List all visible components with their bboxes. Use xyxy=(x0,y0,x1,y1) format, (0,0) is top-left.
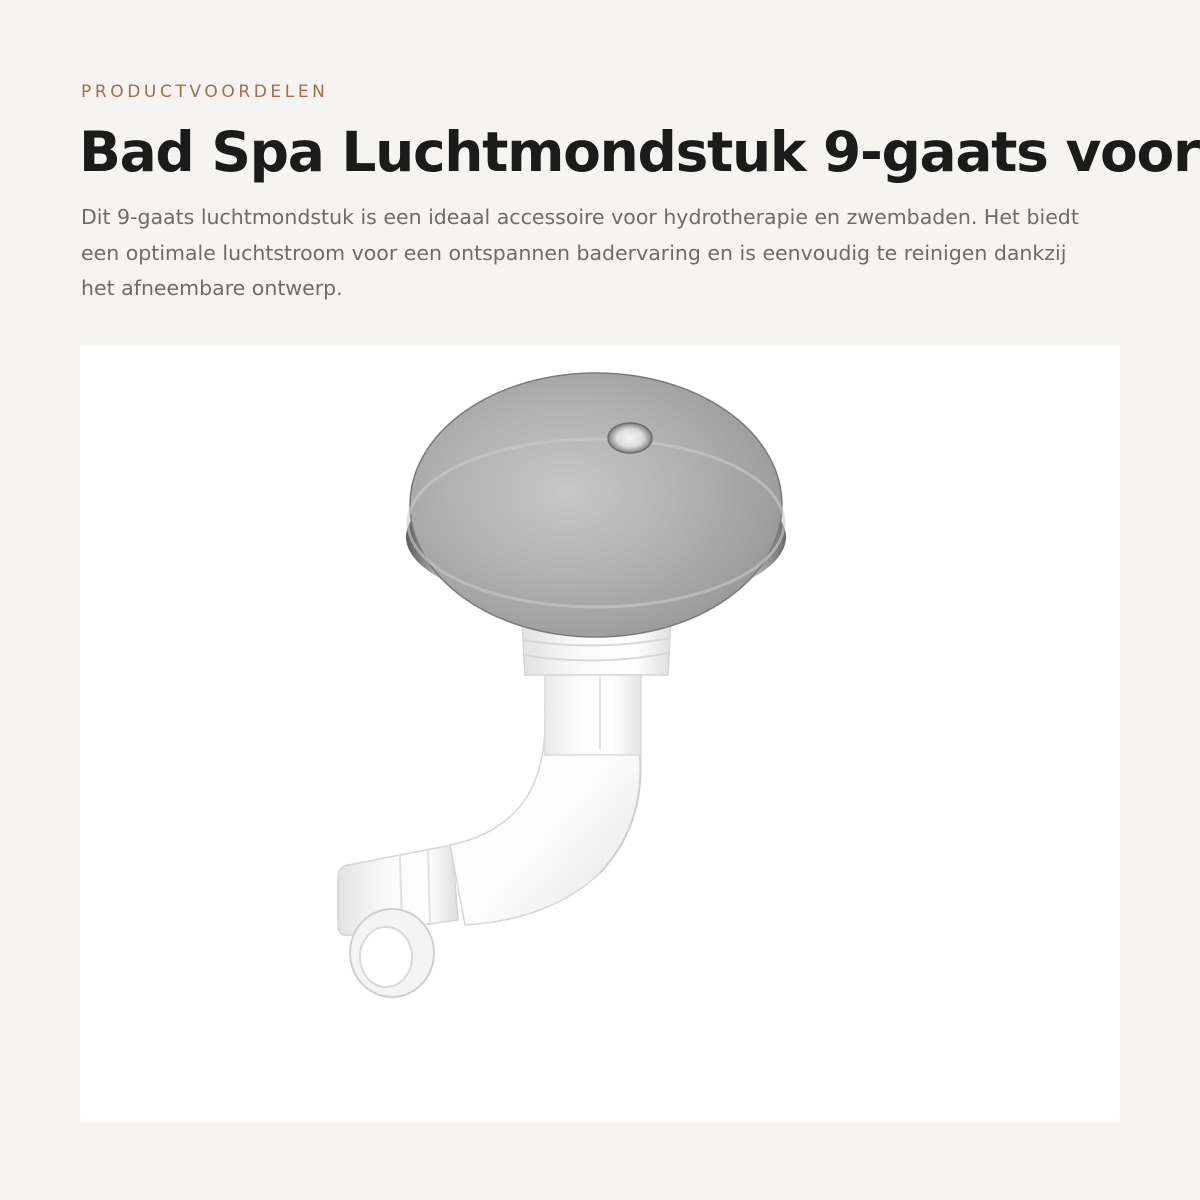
page-title: Bad Spa Luchtmondstuk 9-gaats voor xyxy=(79,120,1199,184)
section-eyebrow: PRODUCTVOORDELEN xyxy=(81,82,329,102)
product-image-panel xyxy=(80,345,1120,1122)
air-nozzle-icon xyxy=(80,345,1120,1122)
product-description: Dit 9-gaats luchtmondstuk is een ideaal accessoire voor hydrotherapie en zwembaden. Het biedt een optimale luchtstroom voor een ontspannen badervaring en is eenvoudig te reinigen dankzij het afneembare ontwerp. xyxy=(81,205,1079,300)
